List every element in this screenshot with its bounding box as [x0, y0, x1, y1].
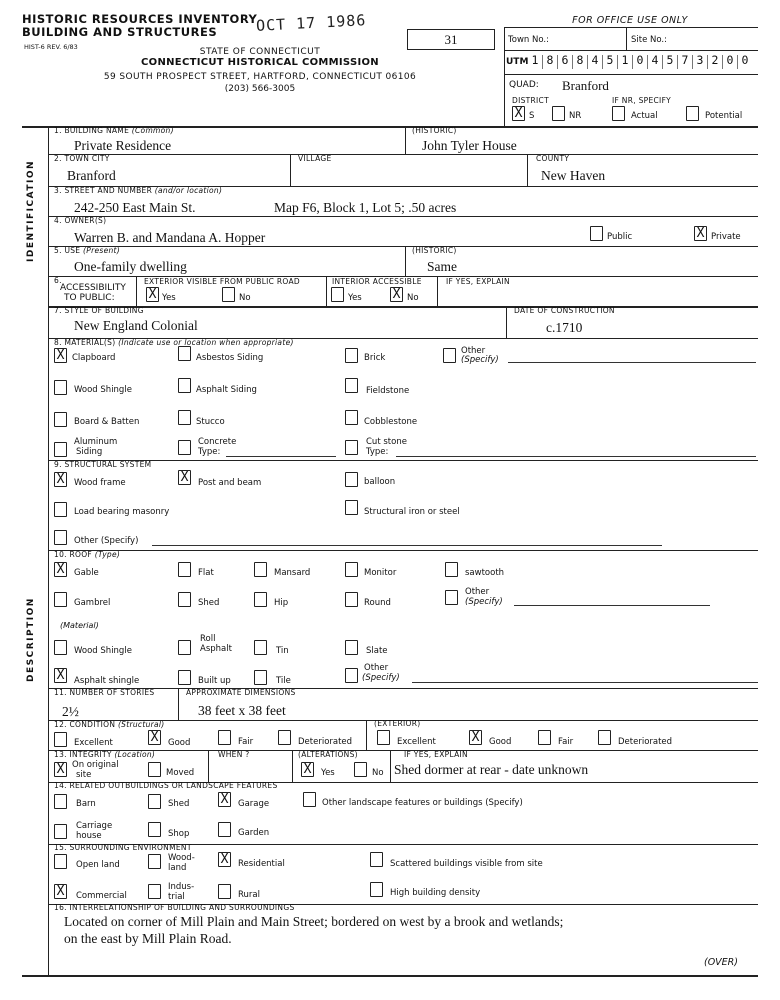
roll-asphalt-label: Asphalt — [200, 644, 232, 654]
fieldstone-checkbox[interactable] — [345, 378, 358, 393]
map-lot-value: Map F6, Block 1, Lot 5; .50 acres — [274, 200, 457, 215]
board-batten-checkbox[interactable] — [54, 412, 67, 427]
garage-label: Garage — [238, 799, 270, 809]
utm-digit: 1 — [621, 53, 629, 67]
carriage-house-checkbox[interactable] — [54, 824, 67, 839]
wood-frame-label: Wood frame — [74, 478, 126, 488]
street-value: 242-250 East Main St. — [74, 200, 196, 215]
ext-fair-label: Fair — [558, 737, 574, 747]
commission-name: CONNECTICUT HISTORICAL COMMISSION — [141, 57, 379, 68]
accessibility-num: 6. — [54, 276, 62, 285]
condition-exterior-label: (EXTERIOR) — [374, 719, 421, 728]
district-nr-label: NR — [569, 111, 582, 121]
quad-value: Branford — [562, 78, 609, 93]
roof-wood-shingle-label: Wood Shingle — [74, 646, 132, 656]
garden-label: Garden — [238, 828, 270, 838]
commission-phone: (203) 566-3005 — [224, 84, 296, 94]
interior-accessible-label: INTERIOR ACCESSIBLE — [332, 277, 422, 286]
concrete-label: Concrete — [198, 437, 237, 447]
built-up-label: Built up — [198, 676, 231, 686]
ext-deteriorated-checkbox[interactable] — [598, 730, 611, 745]
environment-label: 15. SURROUNDING ENVIRONMENT — [54, 843, 192, 852]
town-label: 2. TOWN CITY — [54, 154, 110, 163]
alterations-explain-value: Shed dormer at rear - date unknown — [394, 762, 589, 777]
use-historic-label: (HISTORIC) — [412, 246, 457, 255]
form-id: HIST-6 REV. 6/83 — [24, 43, 78, 51]
exterior-no-label: No — [239, 293, 251, 303]
ext-excellent-label: Excellent — [397, 737, 436, 747]
roof-material-specify-label: (Specify) — [362, 673, 400, 683]
date-construction-label: DATE OF CONSTRUCTION — [514, 306, 615, 315]
actual-checkbox[interactable] — [612, 106, 625, 121]
material-other-checkbox[interactable] — [443, 348, 456, 363]
building-name-label: 1. BUILDING NAME (Common) — [54, 126, 174, 135]
shop-label: Shop — [168, 829, 190, 839]
interrelationship-label: 16. INTERRELATIONSHIP OF BUILDING AND SURROUNDINGS — [54, 903, 295, 912]
moved-label: Moved — [166, 768, 195, 778]
roof-other-label: Other — [465, 587, 490, 597]
tin-checkbox[interactable] — [254, 640, 267, 655]
mansard-checkbox[interactable] — [254, 562, 267, 577]
monitor-checkbox[interactable] — [345, 562, 358, 577]
potential-label: Potential — [705, 111, 743, 121]
integrity-if-yes-label: IF YES, EXPLAIN — [404, 750, 468, 759]
flat-label: Flat — [198, 568, 214, 578]
style-value: New England Colonial — [74, 318, 198, 333]
struct-fair-label: Fair — [238, 737, 254, 747]
exterior-visible-label: EXTERIOR VISIBLE FROM PUBLIC ROAD — [144, 277, 300, 286]
utm-digit: 0 — [636, 53, 644, 67]
load-bearing-checkbox[interactable] — [54, 502, 67, 517]
material-other-label: Other — [461, 346, 486, 356]
commission-address: 59 SOUTH PROSPECT STREET, HARTFORD, CONNECTICUT 06106 — [103, 72, 417, 82]
building-common-name: Private Residence — [74, 138, 172, 153]
wood-shingle-label: Wood Shingle — [74, 385, 132, 395]
utm-digit: 8 — [546, 53, 554, 67]
if-yes-explain-label: IF YES, EXPLAIN — [446, 277, 510, 286]
utm-label: UTM — [506, 57, 529, 67]
street-label: 3. STREET AND NUMBER (and/or location) — [54, 186, 223, 195]
cobblestone-checkbox[interactable] — [345, 410, 358, 425]
flat-checkbox[interactable] — [178, 562, 191, 577]
sawtooth-checkbox[interactable] — [445, 562, 458, 577]
gambrel-checkbox[interactable] — [54, 592, 67, 607]
struct-deteriorated-checkbox[interactable] — [278, 730, 291, 745]
roof-material-label: (Material) — [60, 621, 99, 630]
building-historic-label: (HISTORIC) — [412, 126, 457, 135]
gable-label: Gable — [74, 568, 99, 578]
wood-shingle-checkbox[interactable] — [54, 380, 67, 395]
clapboard-label: Clapboard — [72, 353, 116, 363]
public-label: Public — [607, 232, 633, 242]
struct-deteriorated-label: Deteriorated — [298, 737, 353, 747]
gambrel-label: Gambrel — [74, 598, 111, 608]
district-nr-checkbox[interactable] — [552, 106, 565, 121]
ext-excellent-checkbox[interactable] — [377, 730, 390, 745]
identification-section-label: IDENTIFICATION — [26, 159, 36, 262]
brick-label: Brick — [364, 353, 386, 363]
on-original-site-label: site — [76, 770, 92, 780]
county-value: New Haven — [541, 168, 606, 183]
outbuilding-shed-label: Shed — [168, 799, 190, 809]
high-density-checkbox[interactable] — [370, 882, 383, 897]
aluminum-siding-label: Siding — [76, 447, 103, 457]
stucco-label: Stucco — [196, 417, 225, 427]
utm-digit: 3 — [696, 53, 704, 67]
aluminum-label: Aluminum — [74, 437, 118, 447]
residential-label: Residential — [238, 859, 285, 869]
cut-stone-checkbox[interactable] — [345, 440, 358, 455]
actual-label: Actual — [631, 111, 658, 121]
roof-wood-shingle-checkbox[interactable] — [54, 640, 67, 655]
exterior-yes-checkbox[interactable]: X — [146, 287, 159, 302]
ext-good-label: Good — [489, 737, 512, 747]
dimensions-label: APPROXIMATE DIMENSIONS — [186, 688, 296, 697]
stories-label: 11. NUMBER OF STORIES — [54, 688, 155, 697]
utm-digit: 0 — [741, 53, 749, 67]
roof-label: 10. ROOF (Type) — [54, 550, 121, 559]
garage-checkbox[interactable]: X — [218, 792, 231, 807]
fieldstone-label: Fieldstone — [366, 386, 410, 396]
tin-label: Tin — [276, 646, 289, 656]
alterations-no-checkbox[interactable] — [354, 762, 367, 777]
materials-label: 8. MATERIAL(S) (Indicate use or location when appropriate) — [54, 338, 294, 347]
asbestos-checkbox[interactable] — [178, 346, 191, 361]
private-checkbox[interactable]: X — [694, 226, 707, 241]
style-label: 7. STYLE OF BUILDING — [54, 306, 144, 315]
to-public-label: TO PUBLIC: — [64, 293, 115, 303]
struct-good-checkbox[interactable]: X — [148, 730, 161, 745]
cobblestone-label: Cobblestone — [364, 417, 418, 427]
other-landscape-checkbox[interactable] — [303, 792, 316, 807]
roll-asphalt-checkbox[interactable] — [178, 640, 191, 655]
description-section-label: DESCRIPTION — [26, 597, 36, 682]
barn-checkbox[interactable] — [54, 794, 67, 809]
shop-checkbox[interactable] — [148, 822, 161, 837]
structural-iron-checkbox[interactable] — [345, 500, 358, 515]
shed-roof-checkbox[interactable] — [178, 592, 191, 607]
dimensions-value: 38 feet x 38 feet — [198, 703, 286, 718]
utm-digit: 2 — [711, 53, 719, 67]
struct-excellent-checkbox[interactable] — [54, 732, 67, 747]
industrial-label-2: trial — [168, 892, 185, 902]
integrity-when-label: WHEN ? — [218, 750, 250, 759]
owner-value: Warren B. and Mandana A. Hopper — [74, 230, 266, 245]
alterations-yes-label: Yes — [321, 768, 335, 778]
hip-checkbox[interactable] — [254, 592, 267, 607]
scattered-buildings-label: Scattered buildings visible from site — [390, 859, 543, 869]
county-label: COUNTY — [536, 154, 570, 163]
post-beam-label: Post and beam — [198, 478, 262, 488]
file-number: 31 — [444, 32, 458, 47]
potential-checkbox[interactable] — [686, 106, 699, 121]
site-no-label: Site No.: — [631, 35, 667, 45]
brick-checkbox[interactable] — [345, 348, 358, 363]
roof-other-checkbox[interactable] — [445, 590, 458, 605]
utm-digit: 0 — [726, 53, 734, 67]
asphalt-shingle-checkbox[interactable]: X — [54, 668, 67, 683]
woodland-checkbox[interactable] — [148, 854, 161, 869]
built-up-checkbox[interactable] — [178, 670, 191, 685]
interrelationship-line2: on the east by Mill Plain Road. — [64, 931, 232, 946]
commercial-checkbox[interactable]: X — [54, 884, 67, 899]
high-density-label: High building density — [390, 888, 481, 898]
form-title-line2: BUILDING AND STRUCTURES — [22, 25, 218, 39]
open-land-label: Open land — [76, 860, 120, 870]
ext-fair-checkbox[interactable] — [538, 730, 551, 745]
load-bearing-label: Load bearing masonry — [74, 507, 170, 517]
utm-digit: 6 — [561, 53, 569, 67]
interior-no-checkbox[interactable]: X — [390, 287, 403, 302]
rural-checkbox[interactable] — [218, 884, 231, 899]
gable-checkbox[interactable]: X — [54, 562, 67, 577]
structural-other-label: Other (Specify) — [74, 536, 139, 546]
board-batten-label: Board & Batten — [74, 417, 140, 427]
asbestos-label: Asbestos Siding — [196, 353, 264, 363]
condition-label: 12. CONDITION (Structural) — [54, 720, 165, 729]
asphalt-shingle-label: Asphalt shingle — [74, 676, 140, 686]
stories-value: 2½ — [62, 704, 79, 719]
district-s-label: S — [529, 111, 535, 121]
concrete-checkbox[interactable] — [178, 440, 191, 455]
utm-digit: 5 — [666, 53, 674, 67]
aluminum-checkbox[interactable] — [54, 442, 67, 457]
open-land-checkbox[interactable] — [54, 854, 67, 869]
town-value: Branford — [67, 168, 116, 183]
structural-other-checkbox[interactable] — [54, 530, 67, 545]
ext-deteriorated-label: Deteriorated — [618, 737, 673, 747]
balloon-label: balloon — [364, 477, 396, 487]
stucco-checkbox[interactable] — [178, 410, 191, 425]
mansard-label: Mansard — [274, 568, 311, 578]
cut-stone-label: Cut stone — [366, 437, 407, 447]
private-label: Private — [711, 232, 741, 242]
industrial-checkbox[interactable] — [148, 884, 161, 899]
utm-digit: 5 — [606, 53, 614, 67]
material-specify-label: (Specify) — [461, 355, 499, 365]
exterior-no-checkbox[interactable] — [222, 287, 235, 302]
industrial-label: Indus- — [168, 882, 195, 892]
interior-no-label: No — [407, 293, 419, 303]
quad-label: QUAD: — [509, 80, 539, 90]
interior-yes-checkbox[interactable] — [331, 287, 344, 302]
moved-checkbox[interactable] — [148, 762, 161, 777]
struct-good-label: Good — [168, 738, 191, 748]
slate-checkbox[interactable] — [345, 640, 358, 655]
public-checkbox[interactable] — [590, 226, 603, 241]
exterior-yes-label: Yes — [162, 293, 176, 303]
struct-fair-checkbox[interactable] — [218, 730, 231, 745]
cut-stone-type-label: Type: — [366, 447, 389, 457]
on-original-site-checkbox[interactable]: X — [54, 762, 67, 777]
on-original-label: On original — [72, 760, 119, 770]
scattered-buildings-checkbox[interactable] — [370, 852, 383, 867]
carriage-label: Carriage — [76, 821, 113, 831]
tile-label: Tile — [276, 676, 291, 686]
asphalt-siding-checkbox[interactable] — [178, 378, 191, 393]
state-label: STATE OF CONNECTICUT — [199, 47, 321, 57]
rural-label: Rural — [238, 890, 260, 900]
hip-label: Hip — [274, 598, 289, 608]
office-use-title: FOR OFFICE USE ONLY — [572, 15, 688, 26]
utm-digit: 4 — [651, 53, 659, 67]
carriage-house-label: house — [76, 831, 102, 841]
outbuildings-label: 14. RELATED OUTBUILDINGS OR LANDSCAPE FEATURES — [54, 781, 278, 790]
other-landscape-label: Other landscape features or buildings (Specify) — [322, 798, 523, 808]
accessibility-label: ACCESSIBILITY — [60, 283, 126, 293]
clapboard-checkbox[interactable]: X — [54, 348, 67, 363]
owner-label: 4. OWNER(S) — [54, 216, 107, 225]
utm-digit: 8 — [576, 53, 584, 67]
round-label: Round — [364, 598, 391, 608]
roof-specify-label: (Specify) — [465, 597, 503, 607]
tile-checkbox[interactable] — [254, 670, 267, 685]
district-label: DISTRICT — [512, 96, 549, 105]
outbuilding-shed-checkbox[interactable] — [148, 794, 161, 809]
wood-frame-checkbox[interactable]: X — [54, 472, 67, 487]
residential-checkbox[interactable]: X — [218, 852, 231, 867]
concrete-type-label: Type: — [198, 447, 221, 457]
utm-digit: 1 — [531, 53, 539, 67]
alterations-label: (ALTERATIONS) — [298, 750, 358, 759]
utm-digit: 4 — [591, 53, 599, 67]
structural-label: 9. STRUCTURAL SYSTEM — [54, 460, 152, 469]
structural-iron-label: Structural iron or steel — [364, 507, 460, 517]
use-historic: Same — [427, 259, 457, 274]
town-no-label: Town No.: — [508, 35, 549, 45]
barn-label: Barn — [76, 799, 96, 809]
over-label: (OVER) — [704, 957, 738, 968]
village-label: VILLAGE — [298, 154, 332, 163]
struct-excellent-label: Excellent — [74, 738, 113, 748]
post-beam-checkbox[interactable]: X — [178, 470, 191, 485]
alterations-yes-checkbox[interactable]: X — [301, 762, 314, 777]
roll-label: Roll — [200, 634, 216, 644]
interior-yes-label: Yes — [348, 293, 362, 303]
form-title-line1: HISTORIC RESOURCES INVENTORY — [22, 12, 258, 26]
district-s-checkbox[interactable]: X — [512, 106, 525, 121]
shed-roof-label: Shed — [198, 598, 220, 608]
ext-good-checkbox[interactable]: X — [469, 730, 482, 745]
garden-checkbox[interactable] — [218, 822, 231, 837]
alterations-no-label: No — [372, 768, 384, 778]
date-stamp: OCT 17 1986 — [255, 11, 367, 35]
utm-digit: 7 — [681, 53, 689, 67]
use-present: One-family dwelling — [74, 259, 187, 274]
woodland-label-2: land — [168, 863, 187, 873]
asphalt-siding-label: Asphalt Siding — [196, 385, 257, 395]
integrity-label: 13. INTEGRITY (Location) — [54, 750, 156, 759]
date-construction-value: c.1710 — [546, 320, 583, 335]
woodland-label: Wood- — [168, 853, 195, 863]
if-nr-label: IF NR, SPECIFY — [612, 96, 672, 105]
roof-material-other-checkbox[interactable] — [345, 668, 358, 683]
interrelationship-line1: Located on corner of Mill Plain and Main Street; bordered on west by a brook and wetlands; — [64, 914, 564, 929]
commercial-label: Commercial — [76, 891, 127, 901]
use-label: 5. USE (Present) — [54, 246, 121, 255]
balloon-checkbox[interactable] — [345, 472, 358, 487]
slate-label: Slate — [366, 646, 388, 656]
sawtooth-label: sawtooth — [465, 568, 505, 578]
building-historic-name: John Tyler House — [422, 138, 517, 153]
roof-material-other-label: Other — [364, 663, 389, 673]
round-checkbox[interactable] — [345, 592, 358, 607]
monitor-label: Monitor — [364, 568, 397, 578]
